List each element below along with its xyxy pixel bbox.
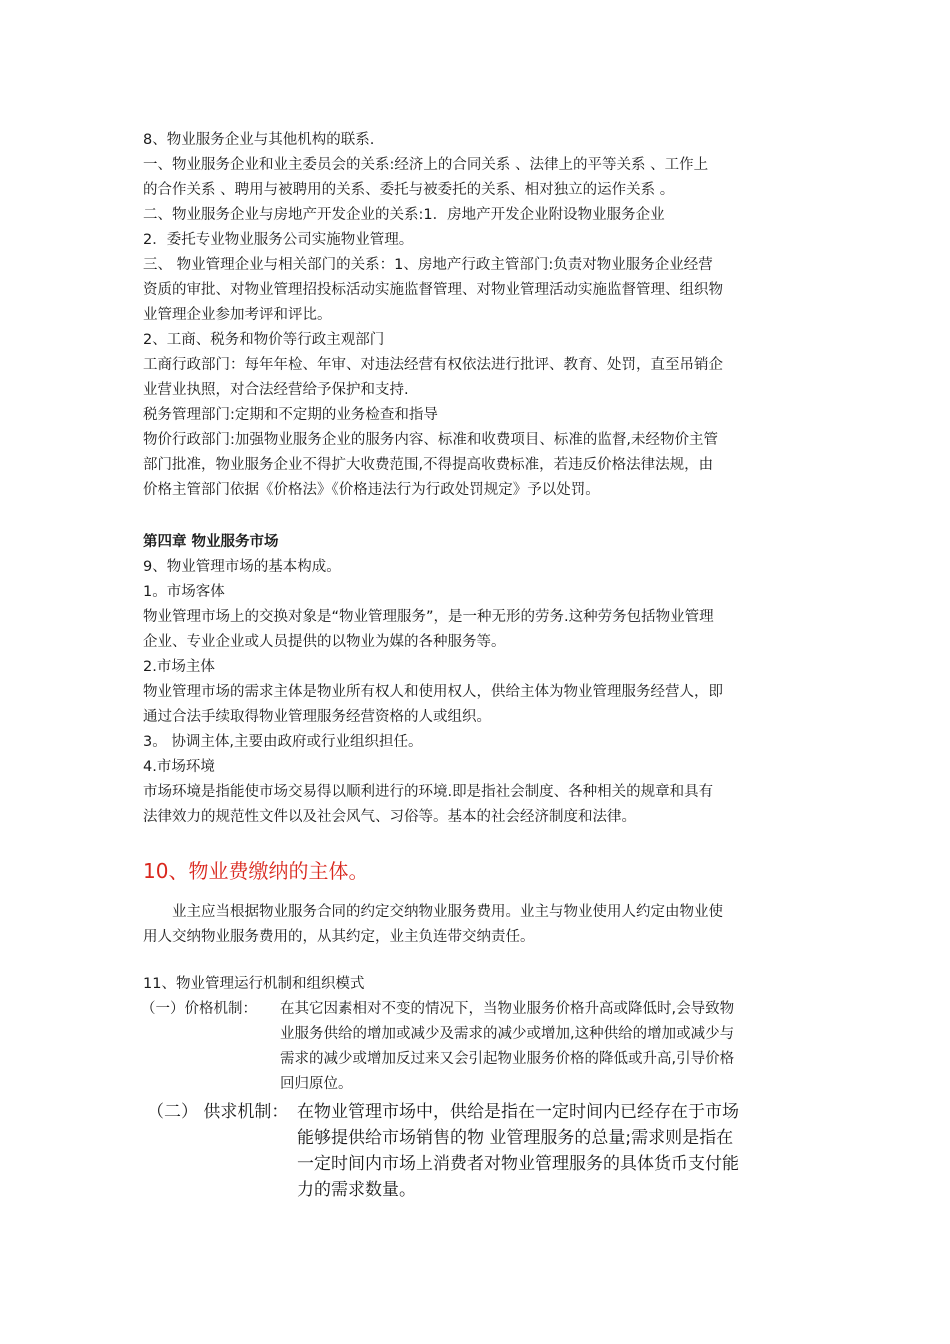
market-environment-line-1: 市场环境是指能使市场交易得以顺利进行的环境.即是指社会制度、各种相关的规章和具有 — [143, 784, 714, 800]
supply-demand-line-1: 在物业管理市场中，供给是指在一定时间内已经存在于市场 — [297, 1102, 739, 1122]
price-mechanism-label: （一）价格机制： — [141, 1001, 257, 1017]
relation-owners-committee-line-2: 的合作关系 、聘用与被聘用的关系、委托与被委托的关系、相对独立的运作关系 。 — [143, 182, 675, 198]
price-mechanism — [141, 997, 823, 1097]
tax-department-line: 税务管理部门:定期和不定期的业务检查和指导 — [143, 407, 438, 423]
supply-demand-line-4: 力的需求数量。 — [297, 1180, 416, 1200]
section-8 — [143, 128, 823, 503]
section-10-line-2: 用人交纳物业服务费用的，从其约定，业主负连带交纳责任。 — [143, 929, 535, 945]
coordination-subject-line: 3。 协调主体,主要由政府或行业组织担任。 — [143, 734, 423, 750]
section-11 — [143, 972, 823, 1203]
relation-developer-line-1: 二、物业服务企业与房地产开发企业的关系:1．房地产开发企业附设物业服务企业 — [143, 207, 665, 223]
price-department-line-2: 部门批准，物业服务企业不得扩大收费范围,不得提高收费标准，若违反价格法律法规，由 — [143, 457, 714, 473]
price-mechanism-line-2: 业服务供给的增加或减少及需求的减少或增加,这种供给的增加或减少与 — [280, 1026, 735, 1042]
relation-owners-committee-line-1: 一、物业服务企业和业主委员会的关系:经济上的合同关系 、法律上的平等关系 、工作上 — [143, 157, 709, 173]
section-10-line-1: 业主应当根据物业服务合同的约定交纳物业服务费用。业主与物业使用人约定由物业使 — [172, 904, 723, 920]
market-environment-title: 4.市场环境 — [143, 759, 215, 775]
price-department-line-3: 价格主管部门依据《价格法》《价格违法行为行政处罚规定》予以处罚。 — [143, 482, 600, 498]
market-object-title: 1。市场客体 — [143, 584, 225, 600]
price-mechanism-text — [280, 997, 810, 1097]
price-mechanism-line-1: 在其它因素相对不变的情况下，当物业服务价格升高或降低时,会导致物 — [280, 1001, 735, 1017]
price-department-line-1: 物价行政部门:加强物业服务企业的服务内容、标准和收费项目、标准的监督,未经物价主管 — [143, 432, 718, 448]
document-body — [143, 128, 823, 1203]
market-environment-line-2: 法律效力的规范性文件以及社会风气、习俗等。基本的社会经济制度和法律。 — [143, 809, 636, 825]
section-10-body — [143, 900, 823, 950]
supply-demand-line-3: 一定时间内市场上消费者对物业管理服务的具体货币支付能 — [297, 1154, 739, 1174]
relation-departments-line-1: 三、 物业管理企业与相关部门的关系：1、房地产行政主管部门:负责对物业服务企业经营 — [143, 257, 713, 273]
supply-demand-mechanism-label: （二） 供求机制： — [147, 1102, 289, 1122]
supply-demand-mechanism-text — [297, 1099, 807, 1203]
market-object-line-2: 企业、专业企业或人员提供的以物业为媒的各种服务等。 — [143, 634, 506, 650]
commerce-department-line-1: 工商行政部门：每年年检、年审、对违法经营有权依法进行批评、教育、处罚，直至吊销企 — [143, 357, 723, 373]
chapter-4 — [143, 530, 823, 830]
relation-departments-line-3: 业管理企业参加考评和评比。 — [143, 307, 332, 323]
section-10-title: 10、物业费缴纳的主体。 — [143, 859, 369, 883]
supply-demand-line-2: 能够提供给市场销售的物 业管理服务的总量;需求则是指在 — [297, 1128, 734, 1148]
question-9: 9、物业管理市场的基本构成。 — [143, 559, 341, 575]
market-subject-title: 2.市场主体 — [143, 659, 215, 675]
chapter-4-title: 第四章 物业服务市场 — [143, 534, 279, 550]
section-8-title: 8、物业服务企业与其他机构的联系. — [143, 132, 375, 148]
price-mechanism-line-3: 需求的减少或增加反过来又会引起物业服务价格的降低或升高,引导价格 — [280, 1051, 735, 1067]
market-subject-line-1: 物业管理市场的需求主体是物业所有权人和使用权人，供给主体为物业管理服务经营人，即 — [143, 684, 723, 700]
price-mechanism-line-4: 回归原位。 — [280, 1076, 353, 1092]
commerce-department-line-2: 业营业执照，对合法经营给予保护和支持. — [143, 382, 409, 398]
admin-departments-heading: 2、工商、税务和物价等行政主观部门 — [143, 332, 385, 348]
relation-developer-line-2: 2．委托专业物业服务公司实施物业管理。 — [143, 232, 414, 248]
market-subject-line-2: 通过合法手续取得物业管理服务经营资格的人或组织。 — [143, 709, 491, 725]
section-11-title: 11、物业管理运行机制和组织模式 — [143, 976, 365, 992]
supply-demand-mechanism — [147, 1099, 823, 1203]
market-object-line-1: 物业管理市场上的交换对象是“物业管理服务”，是一种无形的劳务.这种劳务包括物业管理 — [143, 609, 714, 625]
relation-departments-line-2: 资质的审批、对物业管理招投标活动实施监督管理、对物业管理活动实施监督管理、组织物 — [143, 282, 723, 298]
